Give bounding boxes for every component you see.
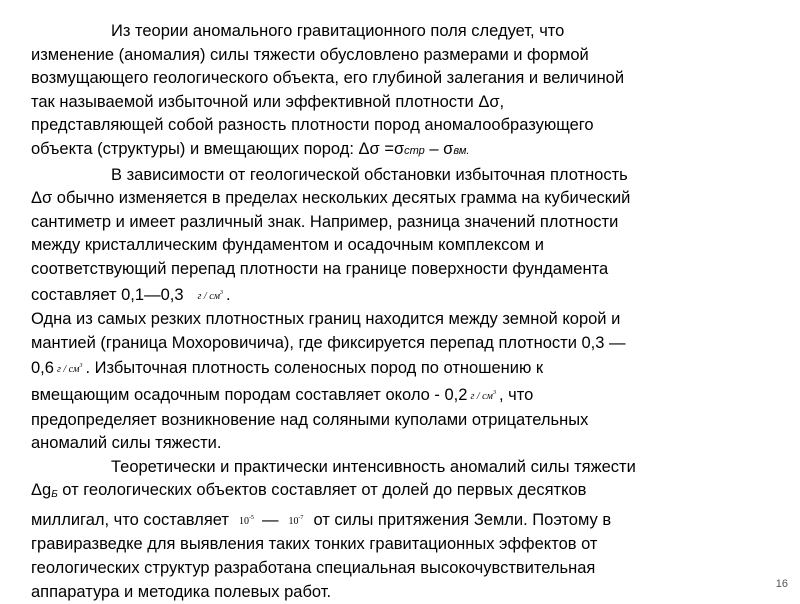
- unit-exponent: 3: [220, 289, 224, 296]
- formula-lead: объекта (структуры) и вмещающих пород: Δσ =σ: [31, 139, 405, 158]
- subscript-str: стр: [404, 144, 425, 157]
- power-exponent: -5: [248, 514, 254, 521]
- paragraph-4-line-1: Теоретически и практически интенсивность аномалий силы тяжести: [111, 457, 636, 476]
- paragraph-4-line-5: геологических структур разработана специальная высокочувствительная: [31, 559, 596, 578]
- em-dash: —: [261, 510, 279, 529]
- paragraph-4-line-4: гравиразведке для выявления таких тонких гравитационных эффектов от: [31, 535, 598, 554]
- period: .: [226, 285, 231, 304]
- paragraph-2-line-4: между кристаллическим фундаментом и осадочным комплексом и: [31, 236, 544, 255]
- unit-exponent: 3: [79, 363, 83, 370]
- subscript-vm: вм.: [453, 144, 470, 157]
- power-base: 10: [238, 515, 249, 527]
- power-1e-5: [239, 507, 254, 534]
- paragraph-3-line-5: предопределяет возникновение над соляными куполами отрицательных: [31, 410, 589, 429]
- paragraph-1-line-5: представляющей собой разность плотности пород аномалообразующего: [31, 116, 594, 135]
- page-number: 16: [775, 578, 788, 590]
- paragraph-3-line-1: Одна из самых резких плотностных границ находится между земной корой и: [31, 310, 621, 329]
- paragraph-1-line-1: Из теории аномального гравитационного поля следует, что: [111, 22, 565, 40]
- paragraph-2-line-6: [31, 282, 781, 309]
- unit-exponent: 3: [492, 389, 496, 396]
- density-unit: [470, 382, 496, 409]
- subscript-b: Б: [51, 489, 58, 501]
- paragraph-4-line-3: [31, 507, 781, 534]
- paragraph-3-line-3: [31, 355, 781, 382]
- paragraph-2-line-1: В зависимости от геологической обстановки избыточная плотность: [111, 165, 628, 184]
- continuation-text: . Избыточная плотность соленосных пород по отношению к: [85, 359, 544, 378]
- paragraph-3-line-4: [31, 382, 781, 409]
- paragraph-2-line-3: сантиметр и имеет различный знак. Например, разница значений плотности: [31, 212, 619, 231]
- density-unit: [198, 282, 224, 309]
- continuation-text: , что: [498, 385, 534, 404]
- range-text: составляет 0,1—0,3: [31, 285, 184, 304]
- unit-text: г / см: [56, 364, 80, 376]
- value-text: 0,6: [31, 359, 54, 378]
- paragraph-1-line-2: изменение (аномалия) силы тяжести обусловлено размерами и формой: [31, 45, 589, 64]
- delta-g: Δg: [31, 481, 52, 500]
- paragraph-4-line-2: [31, 479, 781, 507]
- paragraph-3-line-6: аномалий силы тяжести.: [31, 434, 222, 453]
- continuation-text: от геологических объектов составляет от долей до первых десятков: [57, 481, 587, 500]
- power-1e-7: [288, 507, 303, 534]
- formula-minus: – σ: [424, 139, 454, 158]
- paragraph-1-line-4: так называемой избыточной или эффективной плотности Δσ,: [31, 92, 505, 111]
- paragraph-1-line-6: [31, 138, 781, 164]
- density-unit: [57, 355, 83, 382]
- paragraph-3-line-2: мантией (граница Мохоровичича), где фиксируется перепад плотности 0,3 —: [31, 333, 626, 352]
- unit-text: г / см: [197, 290, 221, 302]
- slide-body: [31, 20, 781, 604]
- power-base: 10: [288, 515, 299, 527]
- paragraph-2-line-2: Δσ обычно изменяется в пределах нескольких десятых грамма на кубический: [31, 189, 631, 208]
- power-exponent: -7: [298, 514, 304, 521]
- lead-text: миллигал, что составляет: [31, 510, 229, 529]
- value-text: вмещающим осадочным породам составляет около - 0,2: [31, 385, 468, 404]
- unit-text: г / см: [470, 390, 493, 402]
- paragraph-1-line-3: возмущающего геологического объекта, его глубиной залегания и величиной: [31, 69, 625, 88]
- continuation-text: от силы притяжения Земли. Поэтому в: [313, 510, 612, 529]
- paragraph-4-line-6: аппаратура и методика полевых работ.: [31, 582, 332, 601]
- paragraph-2-line-5: соответствующий перепад плотности на границе поверхности фундамента: [31, 259, 609, 278]
